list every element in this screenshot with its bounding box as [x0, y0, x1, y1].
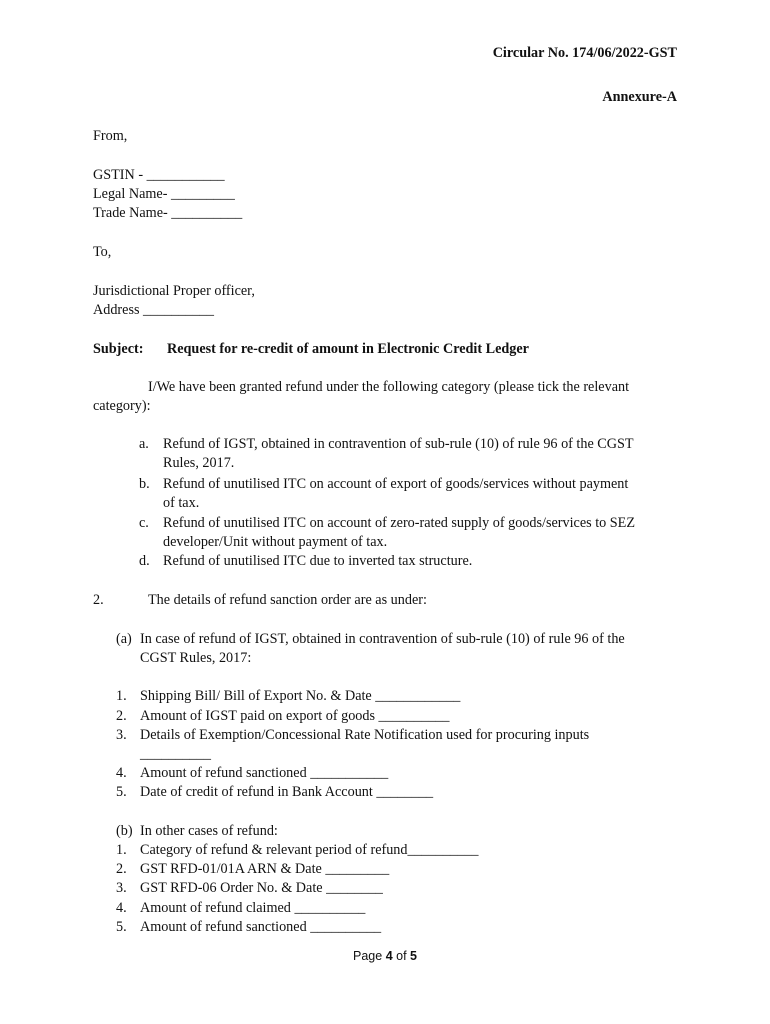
list-item-cont: __________	[140, 746, 211, 762]
category-item: Refund of unutilised ITC due to inverted tax structure.	[163, 553, 473, 569]
page-current: 4	[385, 949, 393, 963]
category-item-cont: Rules, 2017.	[163, 455, 235, 471]
intro-line-1: I/We have been granted refund under the following category (please tick the relevant	[148, 379, 630, 395]
list-number: 2.	[116, 708, 127, 724]
list-item: GST RFD-06 Order No. & Date ________	[140, 880, 383, 896]
of-word: of	[396, 949, 407, 963]
list-item: Amount of IGST paid on export of goods __________	[140, 708, 450, 724]
list-item: Amount of refund sanctioned __________	[140, 919, 382, 935]
list-number: 5.	[116, 919, 127, 935]
list-number: 4.	[116, 765, 127, 781]
section-2-text: The details of refund sanction order are as under:	[148, 592, 427, 608]
list-item: GST RFD-01/01A ARN & Date _________	[140, 861, 390, 877]
subject-text: Request for re-credit of amount in Electronic Credit Ledger	[167, 341, 529, 357]
officer-line: Jurisdictional Proper officer,	[93, 283, 255, 299]
list-number: 4.	[116, 900, 127, 916]
category-marker: a.	[139, 436, 149, 452]
list-item: Date of credit of refund in Bank Account ________	[140, 784, 434, 800]
list-item: Amount of refund sanctioned ___________	[140, 765, 389, 781]
category-item-cont: of tax.	[163, 495, 200, 511]
page-footer	[0, 947, 770, 965]
list-item: Amount of refund claimed __________	[140, 900, 366, 916]
category-item: Refund of IGST, obtained in contravention of sub-rule (10) of rule 96 of the CGST	[163, 436, 634, 452]
list-number: 3.	[116, 880, 127, 896]
category-item: Refund of unutilised ITC on account of zero-rated supply of goods/services to SEZ	[163, 515, 636, 531]
subject-label: Subject:	[93, 341, 144, 357]
category-marker: b.	[139, 476, 150, 492]
list-item: Shipping Bill/ Bill of Export No. & Date ____________	[140, 688, 461, 704]
part-b-marker: (b)	[116, 823, 133, 839]
part-a-marker: (a)	[116, 631, 132, 647]
list-item: Category of refund & relevant period of refund__________	[140, 842, 479, 858]
part-b-heading: In other cases of refund:	[140, 823, 278, 839]
to-label: To,	[93, 244, 112, 260]
category-item-cont: developer/Unit without payment of tax.	[163, 534, 388, 550]
category-marker: d.	[139, 553, 150, 569]
section-2-number: 2.	[93, 592, 104, 608]
list-number: 1.	[116, 688, 127, 704]
list-number: 5.	[116, 784, 127, 800]
page-total: 5	[410, 949, 417, 963]
intro-line-2: category):	[93, 398, 151, 414]
part-a-heading-cont: CGST Rules, 2017:	[140, 650, 252, 666]
gstin-field: GSTIN - ___________	[93, 167, 225, 183]
category-marker: c.	[139, 515, 149, 531]
page-word: Page	[353, 949, 383, 963]
list-number: 3.	[116, 727, 127, 743]
from-label: From,	[93, 128, 128, 144]
list-number: 2.	[116, 861, 127, 877]
address-field: Address __________	[93, 302, 214, 318]
annexure-label: Annexure-A	[602, 89, 677, 105]
legal-name-field: Legal Name- _________	[93, 186, 235, 202]
part-a-heading: In case of refund of IGST, obtained in contravention of sub-rule (10) of rule 96 of the	[140, 631, 625, 647]
trade-name-field: Trade Name- __________	[93, 205, 243, 221]
list-number: 1.	[116, 842, 127, 858]
category-item: Refund of unutilised ITC on account of export of goods/services without payment	[163, 476, 629, 492]
circular-number: Circular No. 174/06/2022-GST	[492, 45, 677, 61]
list-item: Details of Exemption/Concessional Rate Notification used for procuring inputs	[140, 727, 590, 743]
